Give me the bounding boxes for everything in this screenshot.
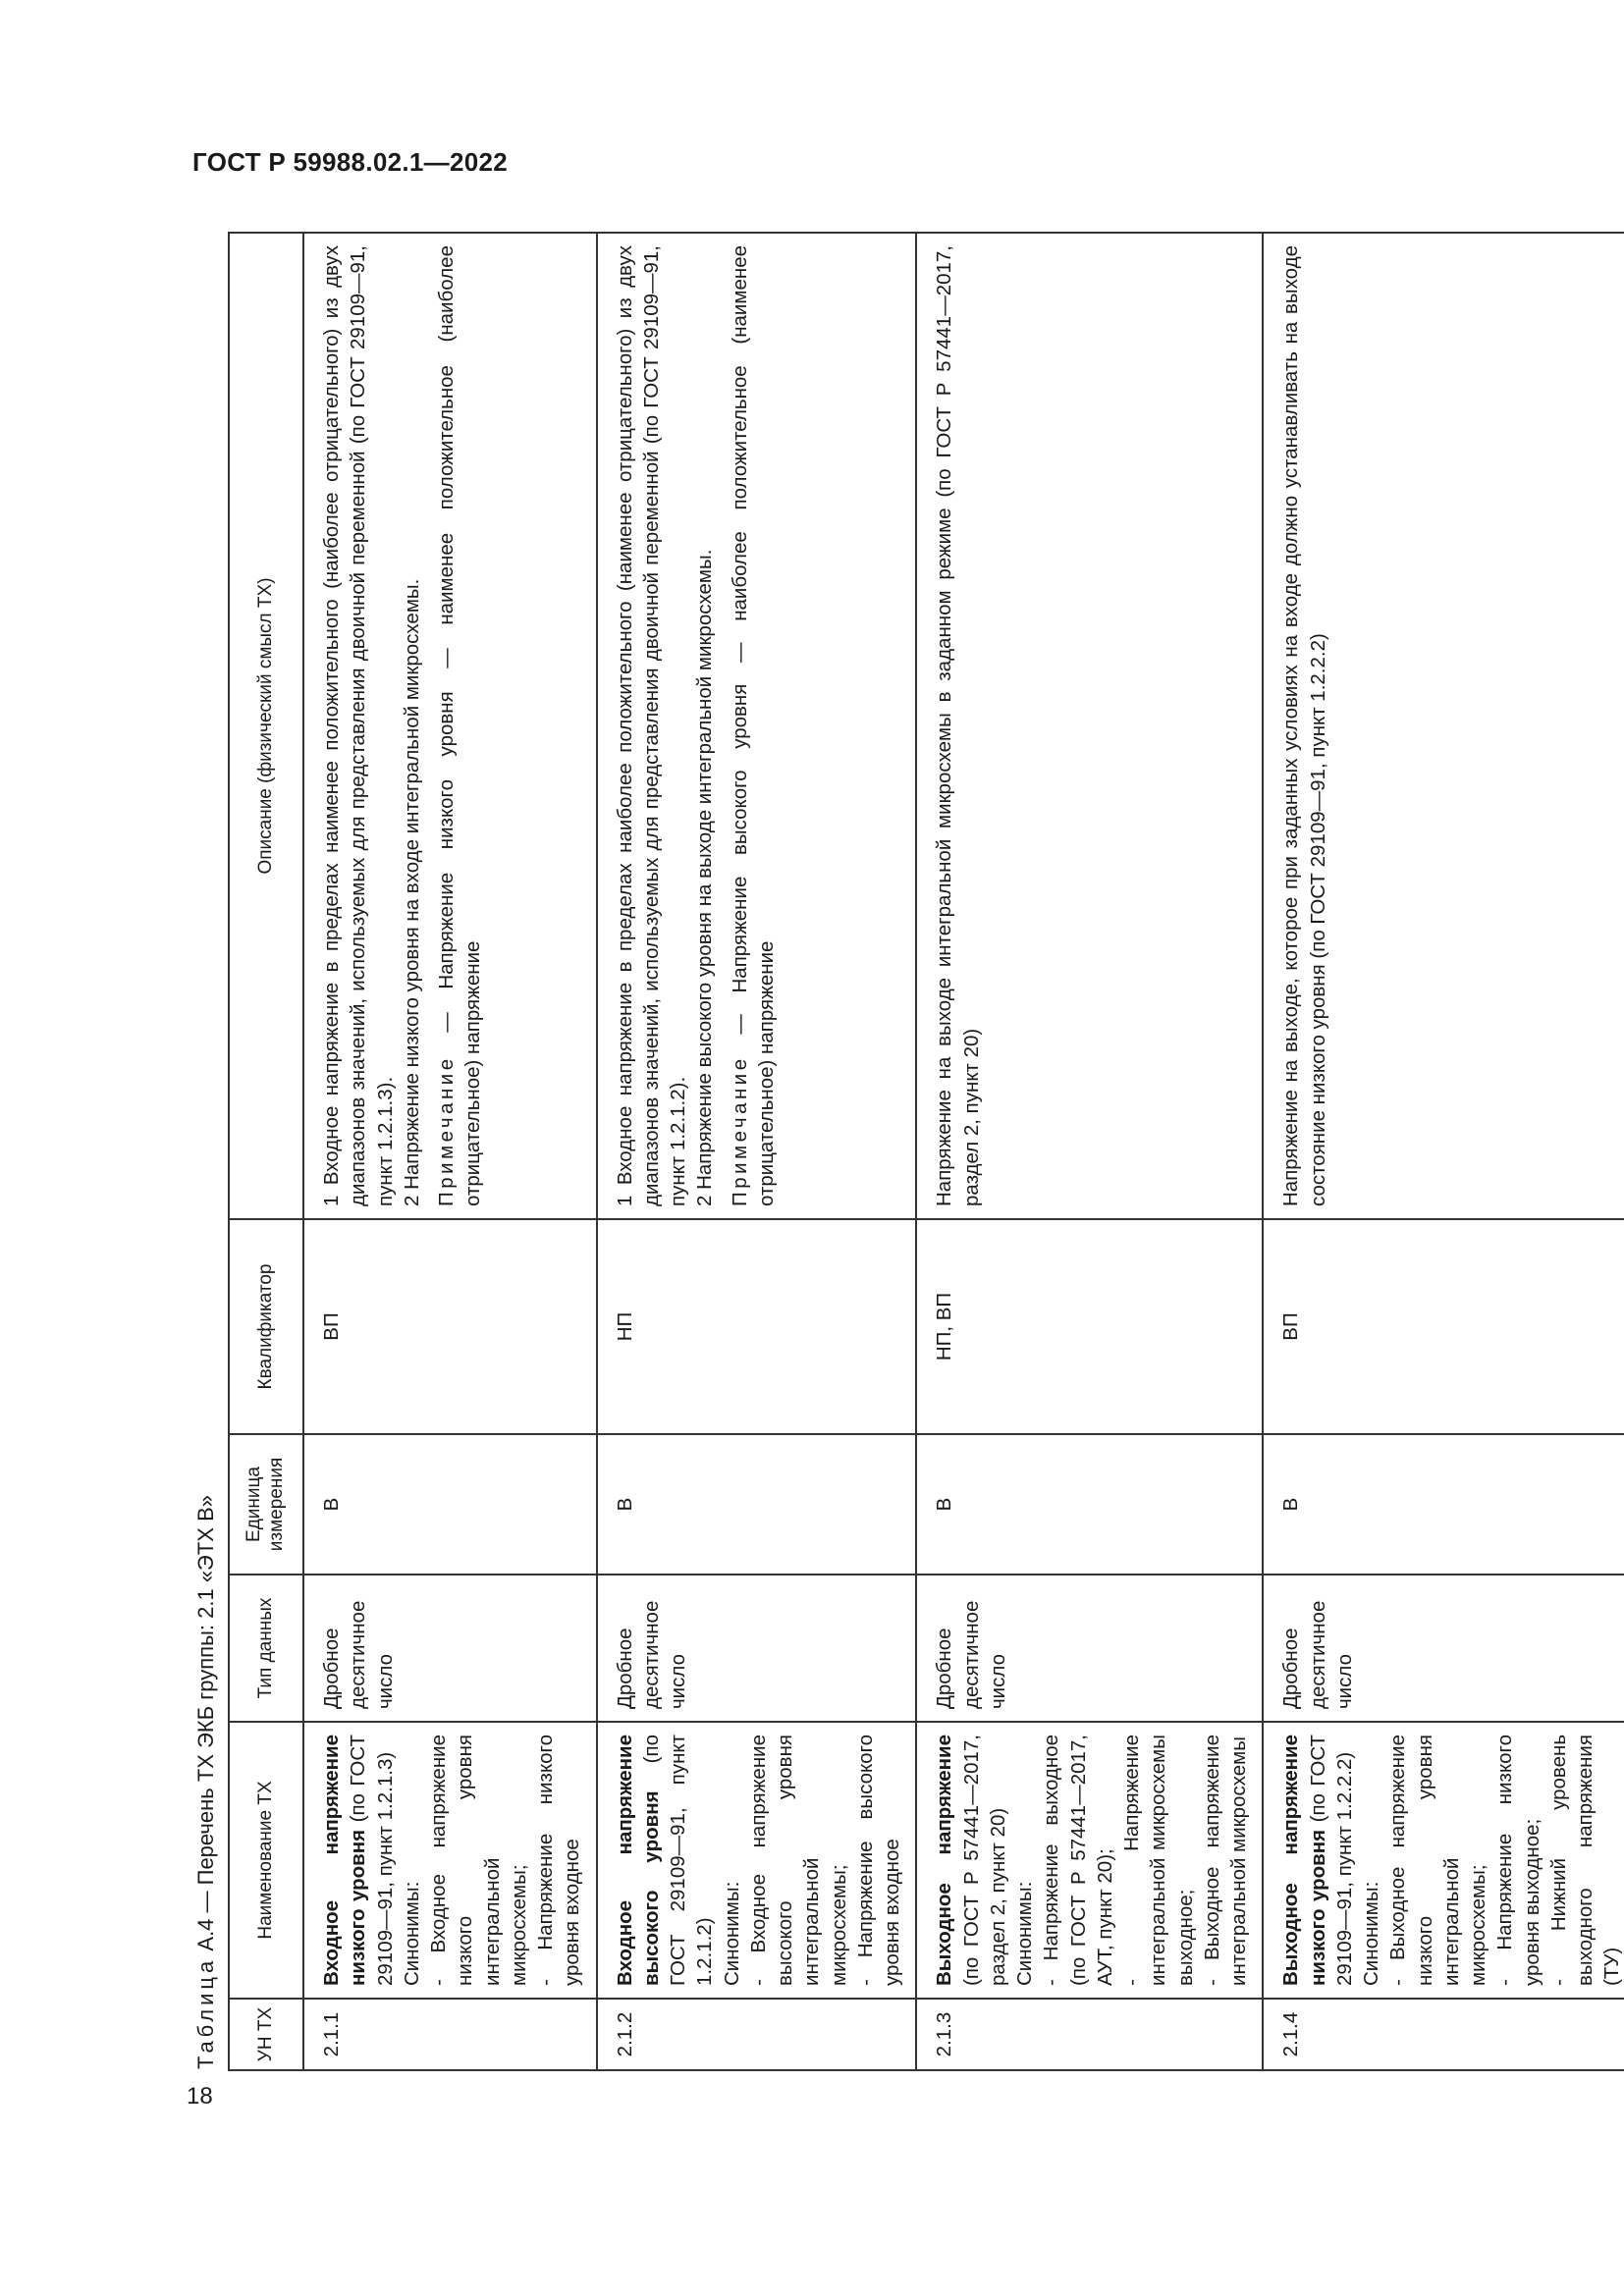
description-note: [727, 245, 781, 1206]
table-header-row: [229, 233, 303, 2070]
name-rest: (по ГОСТ 29109—91, пункт 1.2.2.2): [1306, 1735, 1356, 1986]
cell-unit: В: [916, 1434, 1263, 1575]
table-row: [916, 233, 1263, 2070]
synonym-item: - Напряжение интегральной микросхемы выходное;: [1120, 1735, 1197, 1986]
cell-unit: В: [597, 1434, 917, 1575]
table-row: [597, 233, 917, 2070]
cell-id: 2.1.2: [597, 1999, 917, 2070]
col-header-data-type: Тип данных: [229, 1575, 303, 1722]
note-label: Примечание: [435, 1055, 458, 1206]
synonyms-label: Синонимы:: [1360, 1881, 1382, 1986]
table-row: [1263, 233, 1624, 2070]
cell-name: [1263, 1722, 1624, 1999]
col-header-qualifier: Квалификатор: [229, 1219, 303, 1434]
cell-description: [1263, 233, 1624, 1219]
col-header-name: Наименование ТХ: [229, 1722, 303, 1999]
synonym-item: - Напряжение низкого уровня выходное;: [1493, 1735, 1543, 1986]
name-rest: (по ГОСТ Р 57441—2017, раздел 2, пункт 20): [959, 1735, 1009, 1986]
name-bold: Выходное напряжение: [933, 1735, 956, 1986]
cell-name: [916, 1722, 1263, 1999]
name-rest: (по ГОСТ 29109—91, пункт 1.2.1.3): [347, 1735, 397, 1986]
table-row: [303, 233, 597, 2070]
note-text: — Напряжение низкого уровня — наименее положительное (наиболее отрицательное) напряжение: [435, 245, 485, 1206]
synonym-item: - Напряжение выходное (по ГОСТ Р 57441—2017, АУТ, пункт 20);: [1040, 1735, 1116, 1986]
cell-data-type: Дробное десятичное число: [303, 1575, 597, 1722]
description-item: 1 Входное напряжение в пределах наименее положительного (наиболее отрицательного) из двух диапазонов значений, используемых для представления двоичной переменной (по ГОСТ 29109—91, пункт 1.2.1.3).: [320, 245, 397, 1206]
cell-unit: В: [303, 1434, 597, 1575]
cell-name: [597, 1722, 917, 1999]
synonym-item: - Напряжение высокого уровня входное: [853, 1735, 903, 1986]
description-item: Напряжение на выходе, которое при заданных условиях на входе должно устанавливать на выходе состояние низкого уровня (по ГОСТ 29109—91, пункт 1.2.2.2): [1279, 245, 1329, 1206]
synonym-item: - Входное напряжение высокого уровня интегральной микросхемы;: [746, 1735, 850, 1986]
note-text: — Напряжение высокого уровня — наиболее положительное (наименее отрицательное) напряжение: [728, 245, 778, 1206]
cell-data-type: Дробное десятичное число: [1263, 1575, 1624, 1722]
synonyms-label: Синонимы:: [400, 1881, 423, 1986]
cell-qualifier: ВП: [1263, 1219, 1624, 1434]
synonyms-label: Синонимы:: [1013, 1881, 1036, 1986]
description-item: 1 Входное напряжение в пределах наиболее положительного (наименее отрицательного) из двух диапазонов значений, используемых для представления двоичной переменной (по ГОСТ 29109—91, пункт 1.2.1.2).: [613, 245, 689, 1206]
name-bold: Выходное напряжение низкого уровня: [1279, 1735, 1329, 1986]
cell-description: [303, 233, 597, 1219]
cell-description: [597, 233, 917, 1219]
note-label: Примечание: [728, 1055, 751, 1206]
synonym-item: - Выходное напряжение интегральной микросхемы: [1200, 1735, 1250, 1986]
cell-qualifier: ВП: [303, 1219, 597, 1434]
name-bold: Входное напряжение низкого уровня: [320, 1735, 370, 1986]
cell-unit: В: [1263, 1434, 1624, 1575]
description-item: Напряжение на выходе интегральной микросхемы в заданном режиме (по ГОСТ Р 57441—2017, раздел 2, пункт 20): [933, 245, 983, 1206]
col-header-unit: Единица измерения: [229, 1434, 303, 1575]
description-item: 2 Напряжение высокого уровня на выходе интегральной микросхемы.: [693, 549, 717, 1206]
page-number: 18: [187, 2083, 213, 2109]
synonym-item: - Выходное напряжение низкого уровня интегральной микросхемы;: [1386, 1735, 1489, 1986]
cell-id: 2.1.3: [916, 1999, 1263, 2070]
cell-id: 2.1.4: [1263, 1999, 1624, 2070]
characteristics-table: [228, 232, 1624, 2071]
caption-prefix: Таблица: [193, 1956, 218, 2069]
cell-qualifier: НП: [597, 1219, 917, 1434]
cell-qualifier: НП, ВП: [916, 1219, 1263, 1434]
cell-description: [916, 233, 1263, 1219]
caption-text: А.4 — Перечень ТХ ЭКБ группы: 2.1 «ЭТХ В»: [193, 1494, 218, 1951]
synonym-item: - Нижний уровень выходного напряжения (ТУ): [1546, 1735, 1624, 1986]
synonyms-label: Синонимы:: [720, 1881, 743, 1986]
description-item: 2 Напряжение низкого уровня на входе интегральной микросхемы.: [400, 578, 423, 1206]
rotated-table-area: [0, 226, 1624, 2071]
name-bold: Входное напряжение высокого уровня: [613, 1735, 663, 1986]
cell-id: 2.1.1: [303, 1999, 597, 2070]
table-caption: [193, 1495, 219, 2069]
cell-data-type: Дробное десятичное число: [916, 1575, 1263, 1722]
synonym-item: - Входное напряжение низкого уровня интегральной микросхемы;: [427, 1735, 530, 1986]
document-code-header: ГОСТ Р 59988.02.1—2022: [192, 147, 508, 177]
name-rest: (по ГОСТ 29109—91, пункт 1.2.1.2): [639, 1735, 717, 1986]
cell-name: [303, 1722, 597, 1999]
col-header-id: УН ТХ: [229, 1999, 303, 2070]
description-note: [433, 245, 487, 1206]
synonym-item: - Напряжение низкого уровня входное: [534, 1735, 584, 1986]
cell-data-type: Дробное десятичное число: [597, 1575, 917, 1722]
col-header-description: Описание (физический смысл ТХ): [229, 233, 303, 1219]
